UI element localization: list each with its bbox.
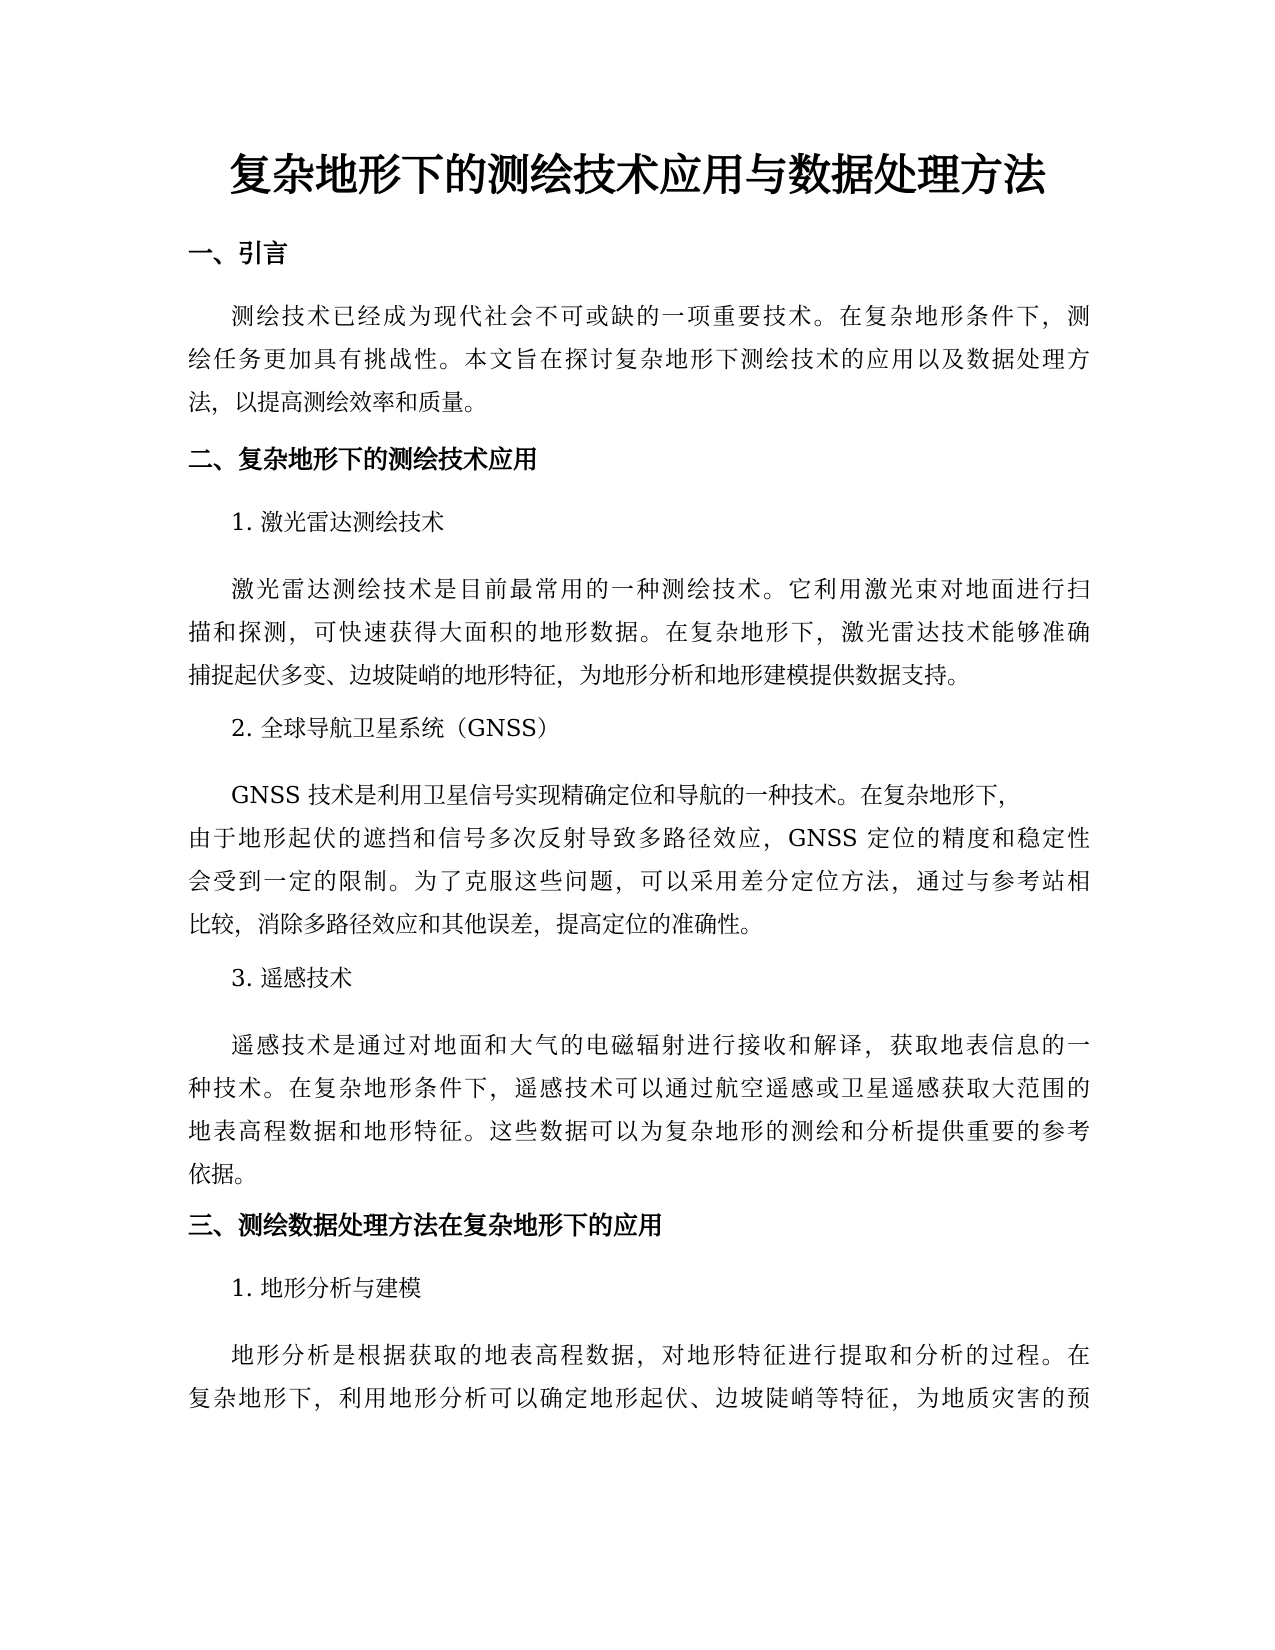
paragraph-line: 遥感技术是通过对地面和大气的电磁辐射进行接收和解译，获取地表信息的一 — [231, 1033, 1090, 1059]
paragraph-terrain-analysis — [188, 1335, 1090, 1421]
subheading-terrain-analysis: 1. 地形分析与建模 — [231, 1276, 422, 1302]
subheading-lidar: 1. 激光雷达测绘技术 — [231, 510, 445, 536]
paragraph-line: 激光雷达测绘技术是目前最常用的一种测绘技术。它利用激光束对地面进行扫 — [231, 577, 1090, 603]
paragraph-line: GNSS 技术是利用卫星信号实现精确定位和导航的一种技术。在复杂地形下， — [231, 783, 1021, 809]
paragraph-line: 会受到一定的限制。为了克服这些问题，可以采用差分定位方法，通过与参考站相 — [188, 869, 1090, 895]
subheading-gnss: 2. 全球导航卫星系统（GNSS） — [231, 716, 560, 742]
paragraph-line: 绘任务更加具有挑战性。本文旨在探讨复杂地形下测绘技术的应用以及数据处理方 — [188, 347, 1090, 373]
paragraph-line: 复杂地形下，利用地形分析可以确定地形起伏、边坡陡峭等特征，为地质灾害的预 — [188, 1386, 1090, 1412]
paragraph-remote-sensing — [188, 1025, 1090, 1197]
document-title: 复杂地形下的测绘技术应用与数据处理方法 — [229, 151, 1046, 201]
paragraph-line: 捕捉起伏多变、边坡陡峭的地形特征，为地形分析和地形建模提供数据支持。 — [188, 663, 970, 689]
section-heading-data-processing: 三、测绘数据处理方法在复杂地形下的应用 — [188, 1211, 664, 1240]
paragraph-line: 比较，消除多路径效应和其他误差，提高定位的准确性。 — [188, 912, 763, 938]
section-heading-introduction: 一、引言 — [188, 239, 289, 268]
paragraph-line: 种技术。在复杂地形条件下，遥感技术可以通过航空遥感或卫星遥感获取大范围的 — [188, 1076, 1090, 1102]
paragraph-line: 测绘技术已经成为现代社会不可或缺的一项重要技术。在复杂地形条件下，测 — [231, 304, 1090, 330]
paragraph-line: 法，以提高测绘效率和质量。 — [188, 390, 487, 416]
section-heading-techniques: 二、复杂地形下的测绘技术应用 — [188, 445, 539, 474]
subheading-remote-sensing: 3. 遥感技术 — [231, 966, 353, 992]
paragraph-line: 由于地形起伏的遮挡和信号多次反射导致多路径效应，GNSS 定位的精度和稳定性 — [188, 826, 1090, 852]
paragraph-line: 地形分析是根据获取的地表高程数据，对地形特征进行提取和分析的过程。在 — [231, 1343, 1090, 1369]
paragraph-gnss — [188, 775, 1090, 947]
paragraph-introduction — [188, 296, 1090, 425]
paragraph-line: 地表高程数据和地形特征。这些数据可以为复杂地形的测绘和分析提供重要的参考 — [188, 1119, 1090, 1145]
paragraph-lidar — [188, 569, 1090, 698]
paragraph-line: 依据。 — [188, 1162, 257, 1188]
paragraph-line: 描和探测，可快速获得大面积的地形数据。在复杂地形下，激光雷达技术能够准确 — [188, 620, 1090, 646]
